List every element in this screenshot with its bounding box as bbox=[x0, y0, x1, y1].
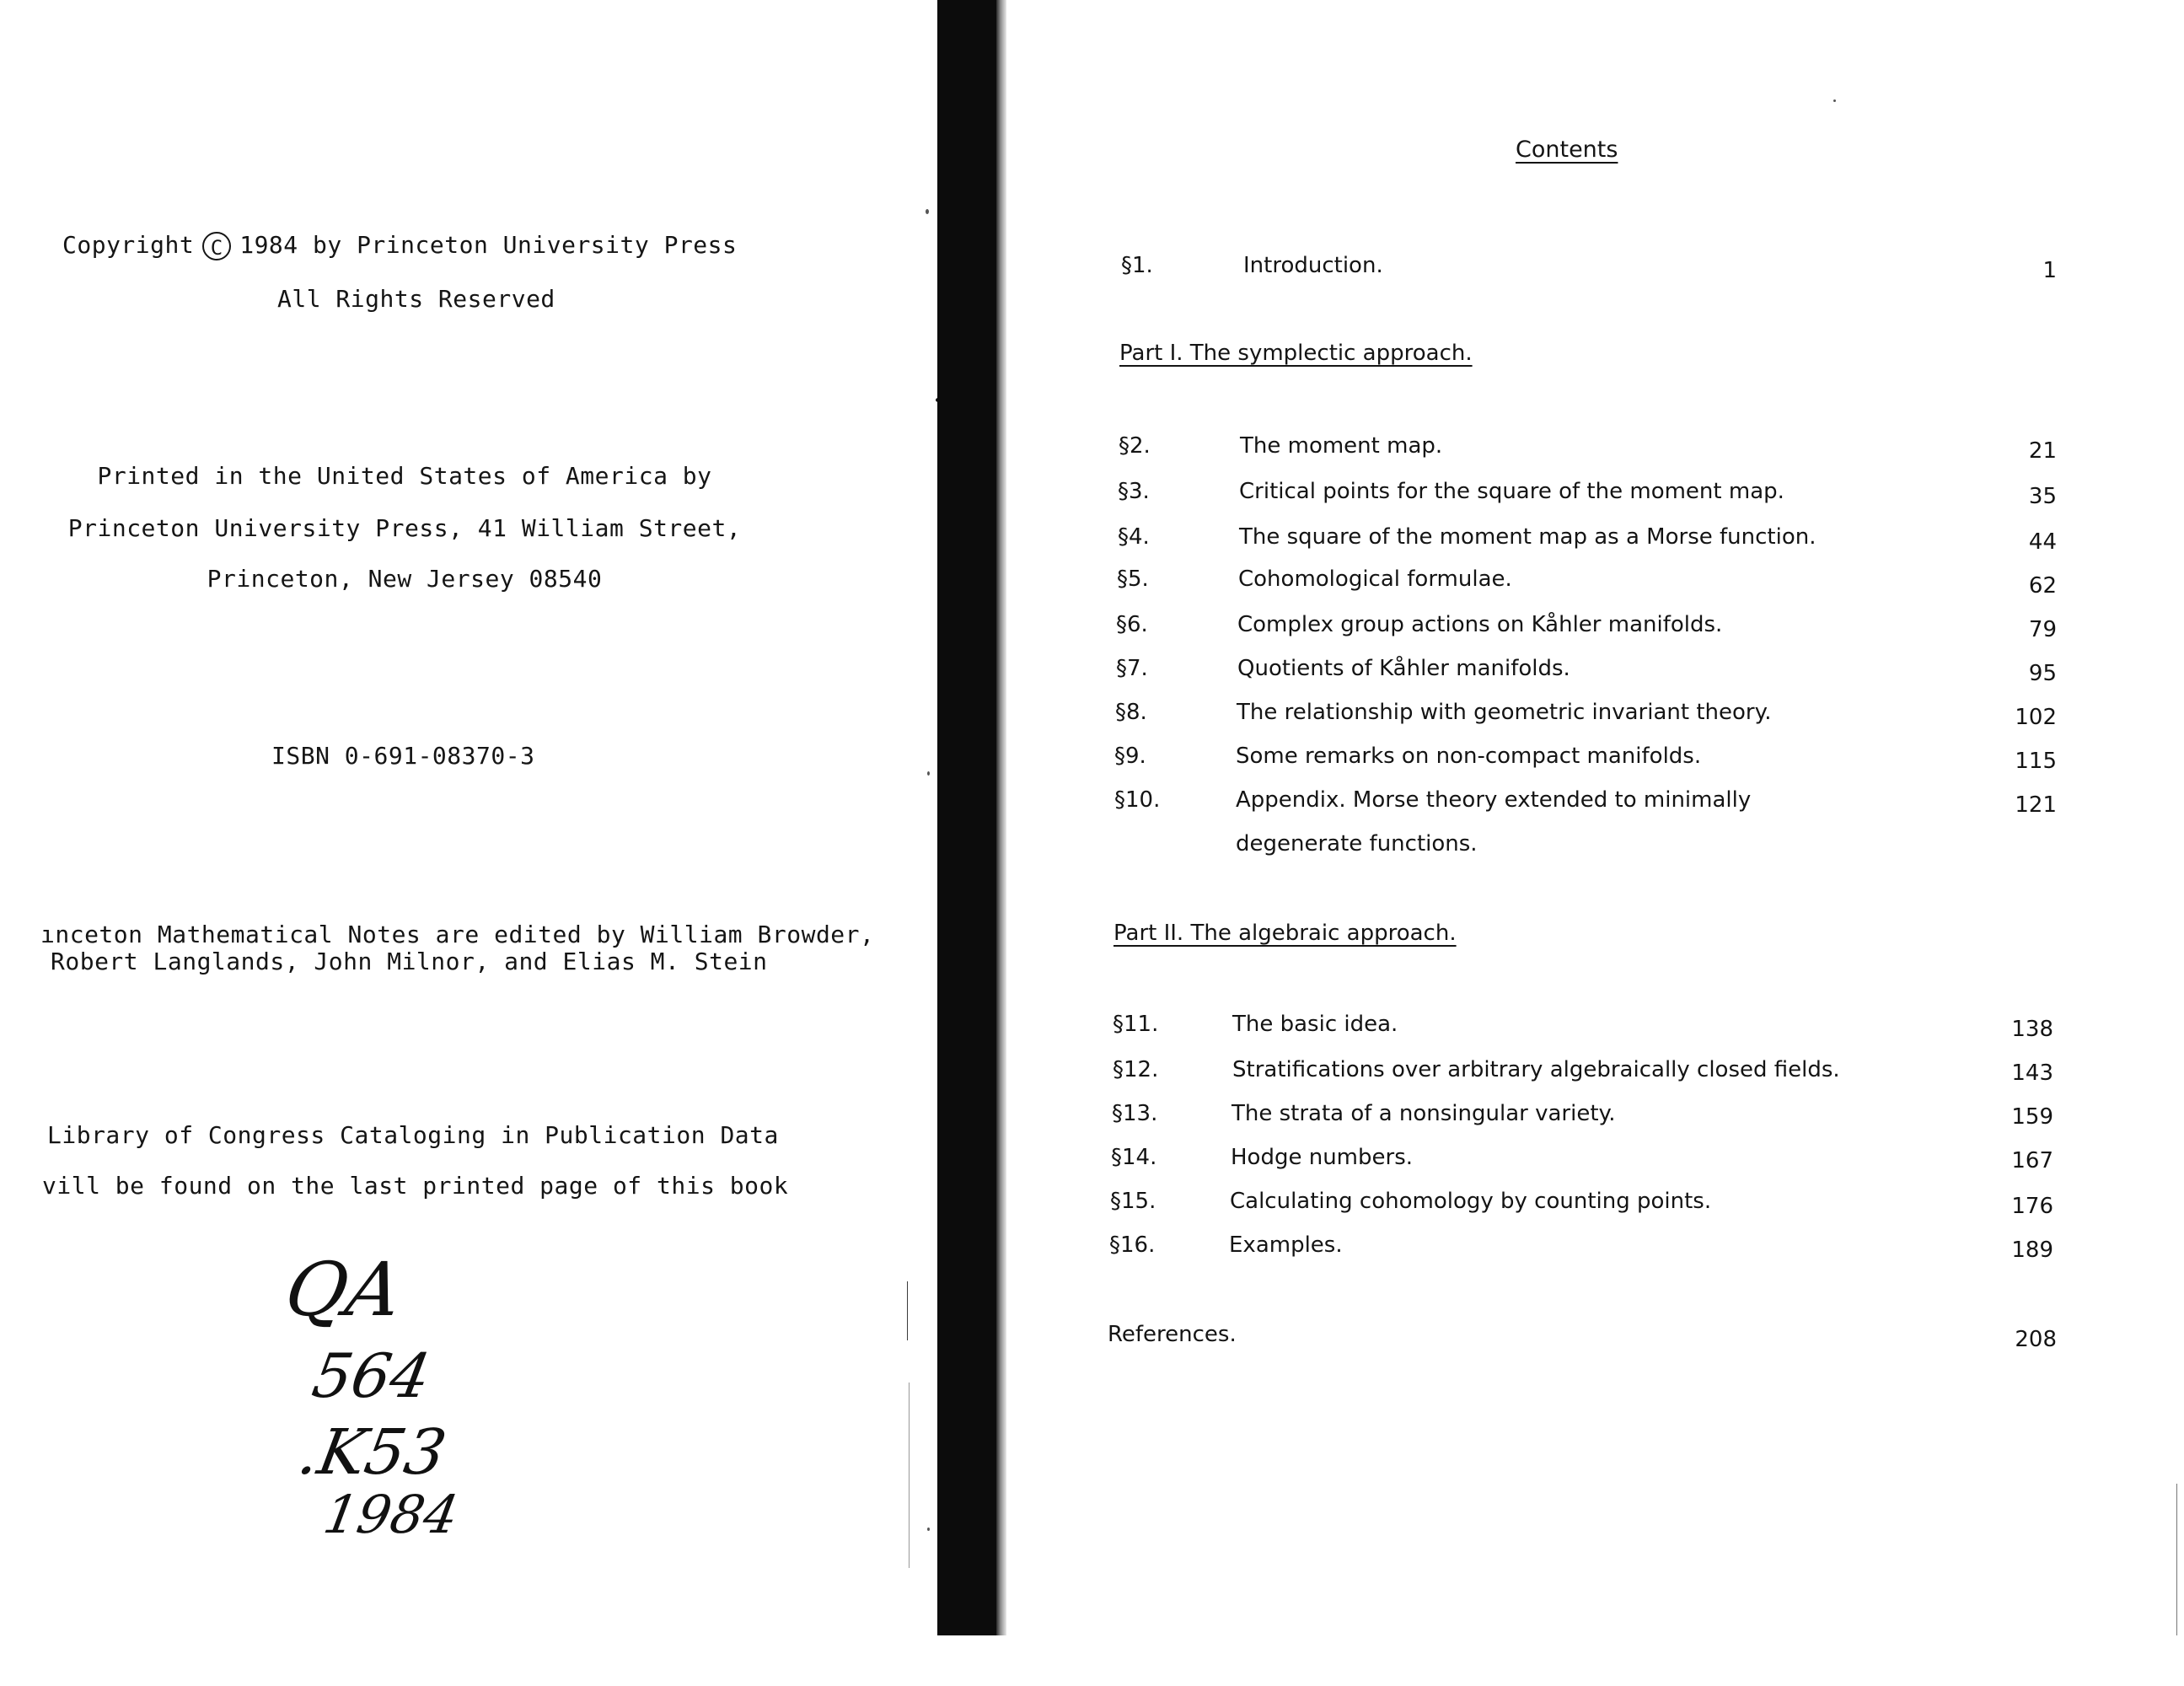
toc-entry-title: The strata of a nonsingular variety. bbox=[1232, 1101, 1616, 1126]
toc-entry-title: Stratifications over arbitrary algebraically closed fields. bbox=[1232, 1057, 1840, 1082]
toc-section-number: §13. bbox=[1112, 1101, 1158, 1126]
call-number-subclass: 564 bbox=[307, 1340, 436, 1411]
toc-section-number: §15. bbox=[1110, 1189, 1156, 1214]
toc-page-number: 1 bbox=[2042, 258, 2057, 283]
toc-section-number: §2. bbox=[1119, 433, 1151, 459]
scan-artifact bbox=[2176, 1484, 2177, 1635]
call-number-year: 1984 bbox=[319, 1484, 464, 1545]
toc-section-number: §3. bbox=[1118, 479, 1150, 504]
toc-page-number: 79 bbox=[2028, 617, 2057, 642]
toc-page-number: 21 bbox=[2028, 438, 2057, 464]
contents-page bbox=[1020, 0, 2184, 1686]
toc-section-number: §4. bbox=[1118, 524, 1150, 550]
toc-entry-continuation: degenerate functions. bbox=[1236, 831, 1478, 856]
toc-section-number: §10. bbox=[1114, 787, 1161, 813]
library-line-1: Library of Congress Cataloging in Publication Data bbox=[47, 1121, 779, 1149]
toc-section-number: §7. bbox=[1116, 656, 1148, 681]
toc-entry-title: Some remarks on non-compact manifolds. bbox=[1236, 744, 1702, 769]
toc-entry-title: Examples. bbox=[1229, 1232, 1343, 1258]
toc-entry-title: Critical points for the square of the moment map. bbox=[1239, 479, 1784, 504]
contents-title: Contents bbox=[1516, 137, 1618, 163]
copyright-label: Copyright bbox=[62, 231, 195, 259]
toc-section-number: §12. bbox=[1113, 1057, 1159, 1082]
references-entry: References. bbox=[1108, 1322, 1237, 1347]
scan-artifact bbox=[907, 1281, 908, 1340]
call-number-cutter: .K53 bbox=[292, 1416, 452, 1489]
toc-entry-title: The moment map. bbox=[1240, 433, 1443, 459]
toc-entry-title: The square of the moment map as a Morse function. bbox=[1239, 524, 1816, 550]
toc-entry-title: Appendix. Morse theory extended to minimally bbox=[1236, 787, 1752, 813]
rights-reserved: All Rights Reserved bbox=[277, 285, 555, 313]
library-line-2: vill be found on the last printed page of this book bbox=[42, 1172, 789, 1200]
toc-page-number: 121 bbox=[2015, 792, 2057, 818]
copyright-line bbox=[62, 231, 737, 260]
toc-entry-title: Hodge numbers. bbox=[1231, 1145, 1414, 1170]
toc-page-number: 35 bbox=[2028, 484, 2057, 509]
toc-section-number: §6. bbox=[1116, 612, 1148, 637]
book-spine bbox=[937, 0, 996, 1635]
toc-page-number: 62 bbox=[2028, 573, 2057, 599]
toc-page-number: 189 bbox=[2011, 1238, 2053, 1263]
toc-section-number: §8. bbox=[1115, 700, 1147, 725]
toc-entry-title: The basic idea. bbox=[1232, 1012, 1398, 1037]
toc-page-number: 95 bbox=[2028, 661, 2057, 686]
editors-line-2: Robert Langlands, John Milnor, and Elias M. Stein bbox=[51, 948, 768, 975]
toc-page-number: 208 bbox=[2015, 1327, 2057, 1352]
scan-speck bbox=[927, 771, 930, 776]
toc-page-number: 167 bbox=[2011, 1148, 2053, 1173]
scan-artifact bbox=[909, 1383, 910, 1568]
copyright-holder: 1984 by Princeton University Press bbox=[239, 231, 738, 259]
printed-line-3: Princeton, New Jersey 08540 bbox=[207, 565, 603, 593]
toc-entry-title: Cohomological formulae. bbox=[1238, 566, 1512, 592]
toc-page-number: 115 bbox=[2015, 749, 2057, 774]
editors-line-1: ınceton Mathematical Notes are edited by William Browder, bbox=[40, 921, 875, 948]
toc-entry-title: The relationship with geometric invariant theory. bbox=[1237, 700, 1772, 725]
toc-section-number: §1. bbox=[1121, 253, 1153, 278]
toc-page-number: 102 bbox=[2015, 705, 2057, 730]
toc-page-number: 44 bbox=[2028, 529, 2057, 555]
toc-section-number: §9. bbox=[1114, 744, 1146, 769]
scan-speck bbox=[927, 1528, 930, 1531]
part2-heading: Part II. The algebraic approach. bbox=[1113, 921, 1457, 946]
toc-page-number: 176 bbox=[2011, 1194, 2053, 1219]
spine-edge bbox=[996, 0, 1006, 1635]
toc-page-number: 138 bbox=[2011, 1017, 2053, 1042]
toc-entry-title: Introduction. bbox=[1243, 253, 1383, 278]
toc-section-number: §14. bbox=[1111, 1145, 1157, 1170]
toc-page-number: 159 bbox=[2011, 1104, 2053, 1130]
toc-section-number: §5. bbox=[1117, 566, 1149, 592]
scan-speck bbox=[1833, 99, 1836, 102]
toc-entry-title: Complex group actions on Kåhler manifolds. bbox=[1237, 612, 1723, 637]
copyright-page bbox=[0, 0, 936, 1686]
scan-speck bbox=[926, 209, 929, 214]
printed-line-1: Printed in the United States of America by bbox=[97, 462, 712, 490]
printed-line-2: Princeton University Press, 41 William Street, bbox=[67, 514, 742, 542]
toc-section-number: §11. bbox=[1113, 1012, 1159, 1037]
copyright-icon: C bbox=[202, 232, 231, 260]
toc-page-number: 143 bbox=[2011, 1060, 2053, 1086]
part1-heading: Part I. The symplectic approach. bbox=[1119, 341, 1473, 366]
toc-entry-title: Quotients of Kåhler manifolds. bbox=[1237, 656, 1570, 681]
call-number-class: QA bbox=[278, 1246, 409, 1333]
toc-entry-title: Calculating cohomology by counting points. bbox=[1230, 1189, 1712, 1214]
toc-section-number: §16. bbox=[1109, 1232, 1156, 1258]
isbn: ISBN 0-691-08370-3 bbox=[271, 742, 535, 770]
